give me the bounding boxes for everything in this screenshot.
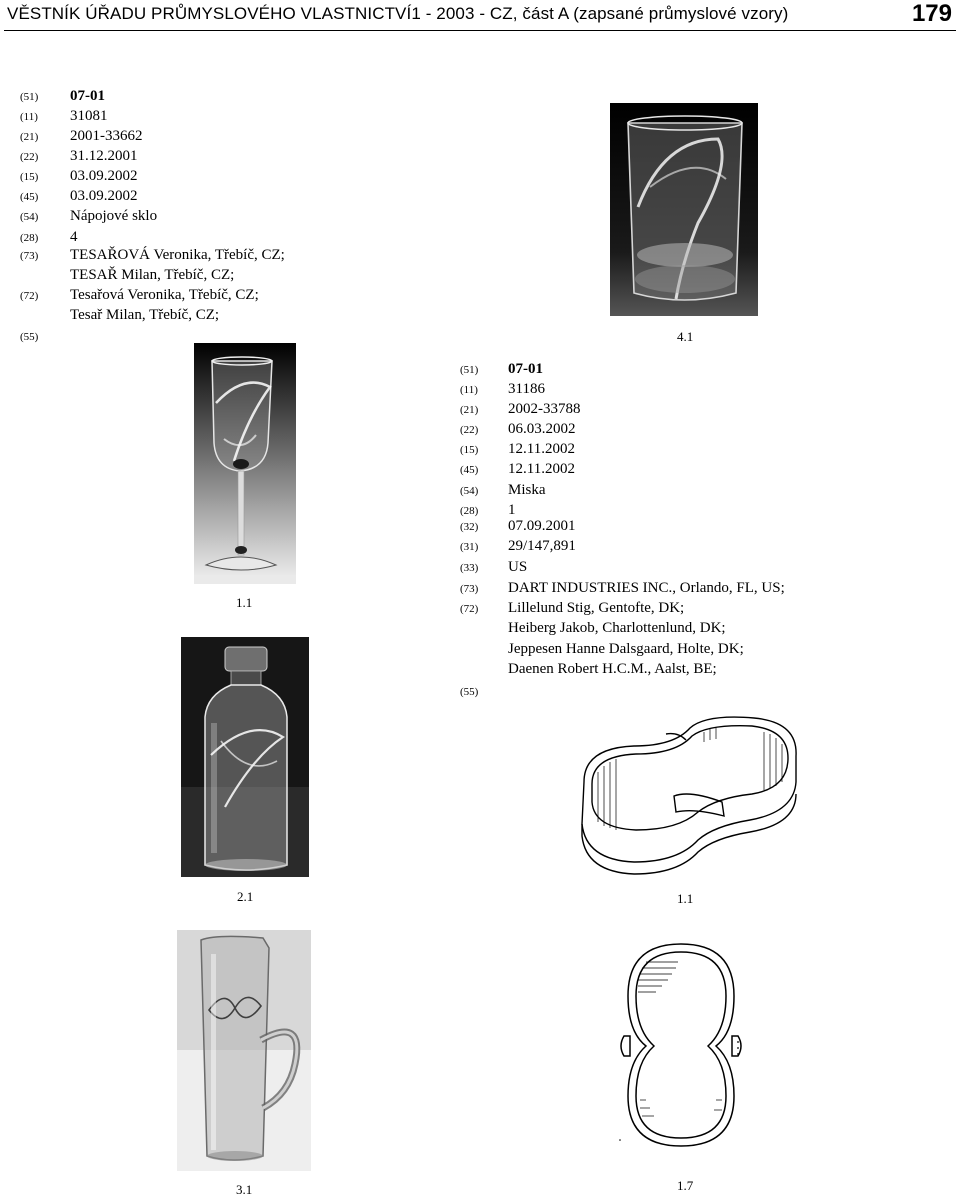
figure-caption: 4.1 bbox=[677, 329, 694, 344]
journal-title: VĚSTNÍK ÚŘADU PRŮMYSLOVÉHO VLASTNICTVÍ1 - 2003 - CZ, část A (zapsané průmyslové vzory) bbox=[7, 4, 789, 23]
figure-caption: 1.1 bbox=[236, 595, 253, 610]
figure-bowl-perspective bbox=[574, 712, 804, 880]
figure-tumbler bbox=[610, 103, 758, 316]
figure-caption: 1.7 bbox=[677, 1178, 694, 1193]
figure-jug bbox=[177, 930, 311, 1171]
figure-caption: 1.1 bbox=[677, 891, 694, 906]
record-2: (51) 07-01 (11) 31186 (21) 2002-33788 (22) 06.03.2002 (15) 12.11.2002 (45) 12.11.2002 (54) Miska (28) 1 (32) 07.09.2001 (31) 29/147,891 (33) US (73) DART INDUSTRIES INC., Orlando, FL, US; (72) Lillelund Stig, Gentofte, DK; Heiberg Jakob, Charlottenlund, DK; Jeppesen Hanne Dalsgaard, Holte, DK; Daenen Robert H.C.M., Aalst, BE; (55) bbox=[460, 361, 785, 698]
figure-decanter bbox=[181, 637, 309, 877]
header-rule bbox=[4, 30, 956, 31]
page-number: 179 bbox=[911, 0, 952, 27]
figure-wine-glass bbox=[194, 343, 296, 584]
figure-bowl-top-view bbox=[616, 940, 746, 1152]
figure-caption: 3.1 bbox=[236, 1182, 253, 1197]
record-1: (51) 07-01 (11) 31081 (21) 2001-33662 (22) 31.12.2001 (15) 03.09.2002 (45) 03.09.2002 (54) Nápojové sklo (28) 4 (73) TESAŘOVÁ Veronika, Třebíč, CZ; TESAŘ Milan, Třebíč, CZ; (72) Tesařová Veronika, Třebíč, CZ; Tesař Milan, Třebíč, CZ; (55) bbox=[20, 88, 285, 343]
figure-caption: 2.1 bbox=[237, 889, 254, 904]
